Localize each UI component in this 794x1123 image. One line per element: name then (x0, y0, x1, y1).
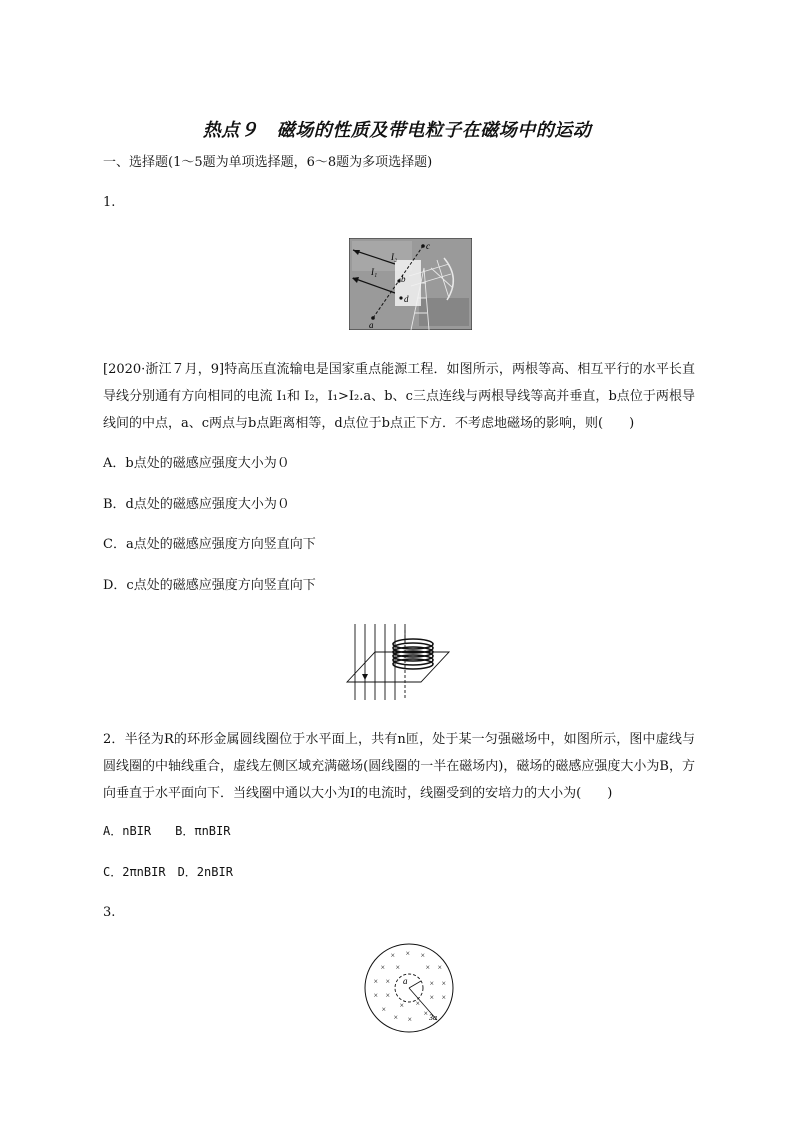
svg-text:×: × (385, 977, 391, 986)
svg-text:×: × (441, 993, 447, 1002)
q1-figure-power-lines (349, 238, 472, 330)
svg-text:×: × (381, 1005, 387, 1014)
page-title: 热点９ 磁场的性质及带电粒子在磁场中的运动 (202, 120, 592, 141)
svg-text:×: × (395, 963, 401, 972)
svg-text:×: × (399, 1001, 405, 1010)
q2-figure-coil (345, 622, 450, 702)
svg-text:×: × (423, 1009, 429, 1018)
svg-text:×: × (380, 963, 386, 972)
label-c: c (426, 241, 430, 251)
label-b: b (401, 274, 406, 284)
svg-text:×: × (405, 949, 411, 958)
svg-text:×: × (407, 1015, 413, 1024)
svg-text:×: × (373, 991, 379, 1000)
q3-number: 3. (103, 905, 116, 920)
svg-text:×: × (415, 999, 421, 1008)
svg-text:×: × (437, 963, 443, 972)
q3-figure-circular-field (363, 942, 455, 1034)
svg-text:×: × (393, 1013, 399, 1022)
label-3a: 3a (429, 1013, 437, 1022)
svg-text:×: × (429, 993, 435, 1002)
magnetic-field-lines (355, 624, 405, 700)
svg-text:×: × (390, 951, 396, 960)
q2-options-cd: C．2πnBIR D．2nBIR (103, 865, 233, 879)
section-heading: 一、选择题(1～5题为单项选择题，6～8题为多项选择题) (103, 155, 433, 170)
q1-option-d: D．c点处的磁感应强度方向竖直向下 (103, 578, 316, 593)
svg-text:×: × (420, 951, 426, 960)
label-a: a (403, 976, 408, 986)
q1-option-a: A．b点处的磁感应强度大小为０ (103, 456, 290, 471)
svg-text:×: × (425, 963, 431, 972)
radius-a (409, 981, 421, 988)
q2-stem: 2．半径为R的环形金属圆线圈位于水平面上，共有n匝，处于某一匀强磁场中，如图所示，图中虚线与圆线圈的中轴线重合，虚线左侧区域充满磁场(圆线圈的一半在磁场内)，磁场的磁感应强度大小为B，方向垂直于水平面向下．当线圈中通以大小为I的电流时，线圈受到的安培力的大小为( ) (103, 732, 695, 801)
label-i2: I₂ (391, 252, 398, 262)
svg-text:×: × (429, 979, 435, 988)
svg-text:×: × (385, 991, 391, 1000)
q1-stem: [2020·浙江７月，9]特高压直流输电是国家重点能源工程．如图所示，两根等高、相互平行的水平长直导线分别通有方向相同的电流 I₁和 I₂，I₁>I₂.a、b、c三点连线与两根导线等高并垂直，b点位于两根导线间的中点，a、c两点与b点距离相等，d点位于b点正下方．不考虑地磁场的影响，则( ) (103, 362, 695, 431)
q1-number: 1. (103, 195, 116, 210)
q2-options-ab: A．nBIR B．πnBIR (103, 824, 231, 838)
svg-text:×: × (441, 979, 447, 988)
coil-icon (393, 639, 433, 669)
q1-option-c: C．a点处的磁感应强度方向竖直向下 (103, 537, 316, 552)
label-i1: I₁ (371, 267, 378, 277)
svg-text:×: × (373, 977, 379, 986)
label-a: a (369, 320, 374, 330)
label-d: d (404, 294, 409, 304)
q1-option-b: B．d点处的磁感应强度大小为０ (103, 497, 290, 512)
